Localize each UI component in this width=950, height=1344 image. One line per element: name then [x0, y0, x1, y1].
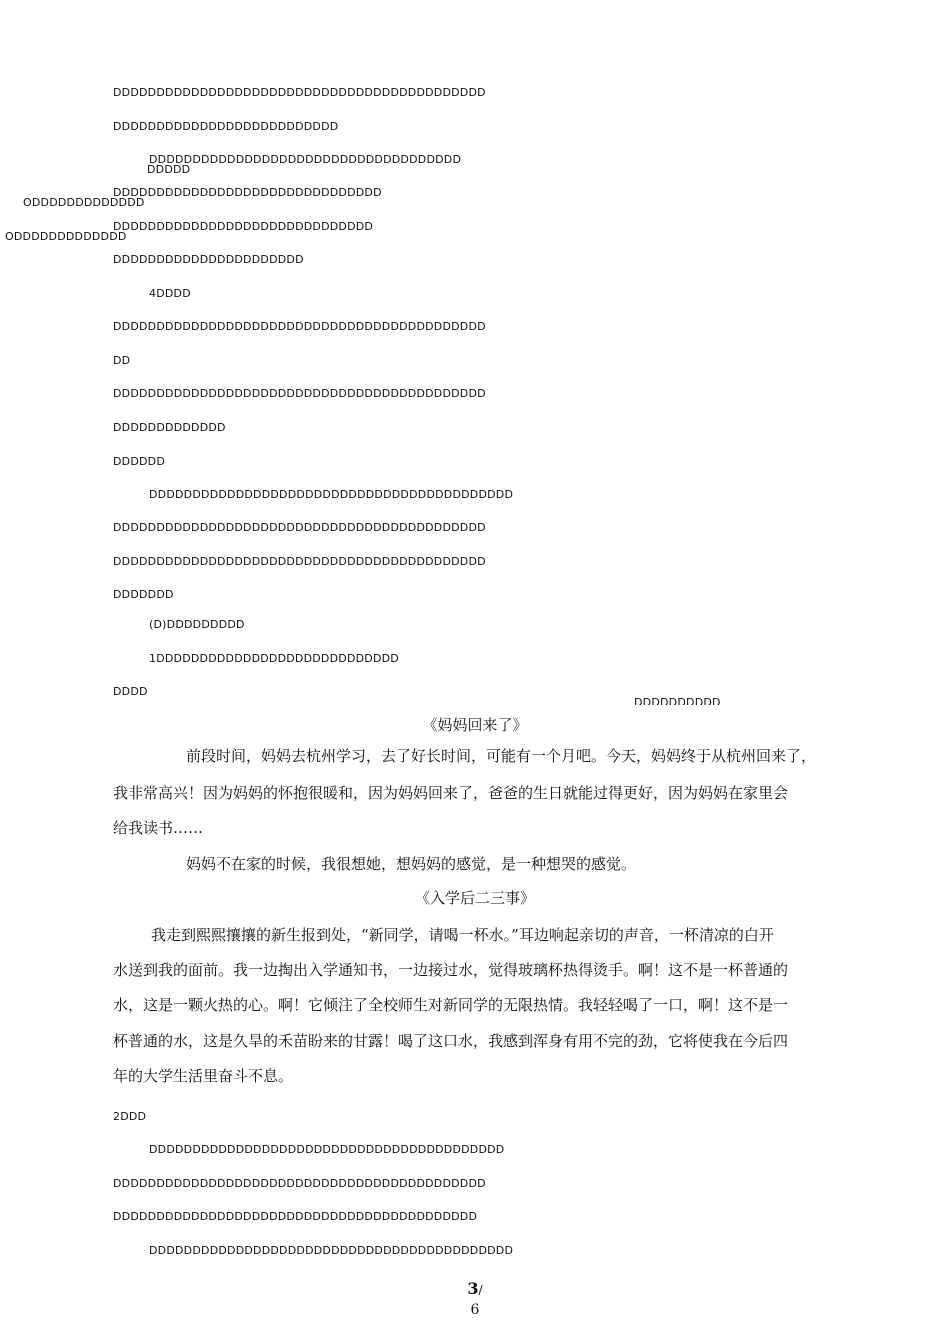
garbled-margin-line: ODDDDDDDDDDDDD [23, 196, 145, 209]
garbled-line: DDDDDDDDDDDDDDDDDDDDDDDDDDDDDDDDDDDDDDDDDD [149, 1244, 514, 1257]
garbled-line: DDDDDDDDDDDDD [113, 421, 226, 434]
essay-line: 我非常高兴！因为妈妈的怀抱很暖和，因为妈妈回来了，爸爸的生日就能过得更好，因为妈妈在家里会 [113, 784, 789, 802]
garbled-line: (D)DDDDDDDDD [149, 618, 245, 631]
garbled-line: DDDDDDDDDDDDDDDDDDDDDDDDDDDDDDDDDDDDDDDDDD [149, 488, 514, 501]
garbled-line: DDDDDDDDDDDDDDDDDDDDDDDDDDDDDDDDDDDDDDDDD [149, 1143, 505, 1156]
garbled-line: DDDDDDDDDDDDDDDDDDDDDDDDDDDDDDDDDDDDDDDDDDD [113, 387, 486, 400]
essay-line: 水，这是一颗火热的心。啊！它倾注了全校师生对新同学的无限热情。我轻轻喝了一口，啊！这不是一 [113, 996, 789, 1014]
page-total: 6 [470, 1302, 480, 1318]
garbled-line: DDDDDDD [113, 588, 174, 601]
page-separator: / [478, 1283, 483, 1297]
essay-line: 给我读书…… [113, 819, 204, 837]
garbled-line: DDDDDDDDDDDDDDDDDDDDDDDDDD [113, 120, 339, 133]
garbled-margin-line: ODDDDDDDDDDDDD [5, 230, 127, 243]
garbled-line: DDDDDDDDDDDDDDDDDDDDDDDDDDDDDDDDDDDDDDDDDDD [113, 86, 486, 99]
garbled-line: DDDDD [147, 163, 191, 176]
essay-line: 我走到熙熙攘攘的新生报到处，“新同学，请喝一杯水。”耳边响起亲切的声音，一杯清凉的白开 [151, 926, 774, 944]
garbled-line: 2DDD [113, 1110, 147, 1123]
essay-line: 杯普通的水，这是久旱的禾苗盼来的甘露！喝了这口水，我感到浑身有用不完的劲，它将使我在今后四 [113, 1032, 789, 1050]
garbled-line: DD [113, 354, 131, 367]
garbled-line: DDDDDD [113, 455, 166, 468]
garbled-line: DDDDDDDDDDDDDDDDDDDDDDDDDDDDDDDDDDDDDDDDDDD [113, 320, 486, 333]
garbled-line: DDDDDDDDDDDDDDDDDDDDDDDDDDDDDDDDDDDDDDDDDDD [113, 521, 486, 534]
page-current: 3 [467, 1279, 479, 1298]
garbled-line: 1DDDDDDDDDDDDDDDDDDDDDDDDDDDD [149, 652, 399, 665]
page-number [0, 1279, 950, 1298]
garbled-line: DDDDDDDDDDDDDDDDDDDDDDDDDDDDDD [113, 220, 374, 233]
essay-title: 《入学后二三事》 [414, 889, 535, 907]
garbled-line: DDDDDDDDDDDDDDDDDDDDDD [113, 253, 304, 266]
essay-title: 《妈妈回来了》 [422, 716, 528, 734]
garbled-line: DDDDDDDDDDDDDDDDDDDDDDDDDDDDDDD [113, 186, 382, 199]
garbled-clipped-line: DDDDDDDDDD [634, 696, 721, 705]
garbled-line: DDDDDDDDDDDDDDDDDDDDDDDDDDDDDDDDDDDDDDDDDDD [113, 555, 486, 568]
essay-line: 年的大学生活里奋斗不息。 [113, 1067, 294, 1085]
essay-line: 水送到我的面前。我一边掏出入学通知书，一边接过水，觉得玻璃杯热得烫手。啊！这不是一杯普通的 [113, 961, 789, 979]
garbled-line: DDDDDDDDDDDDDDDDDDDDDDDDDDDDDDDDDDDD [149, 153, 462, 166]
garbled-line: 4DDDD [149, 287, 191, 300]
garbled-line: DDDDDDDDDDDDDDDDDDDDDDDDDDDDDDDDDDDDDDDDDDD [113, 1177, 486, 1190]
essay-line: 妈妈不在家的时候，我很想她，想妈妈的感觉，是一种想哭的感觉。 [186, 855, 637, 873]
essay-line: 前段时间，妈妈去杭州学习，去了好长时间，可能有一个月吧。今天，妈妈终于从杭州回来了， [186, 747, 817, 765]
garbled-line: DDDDDDDDDDDDDDDDDDDDDDDDDDDDDDDDDDDDDDDDDD [113, 1210, 478, 1223]
garbled-line: DDDD [113, 685, 148, 698]
